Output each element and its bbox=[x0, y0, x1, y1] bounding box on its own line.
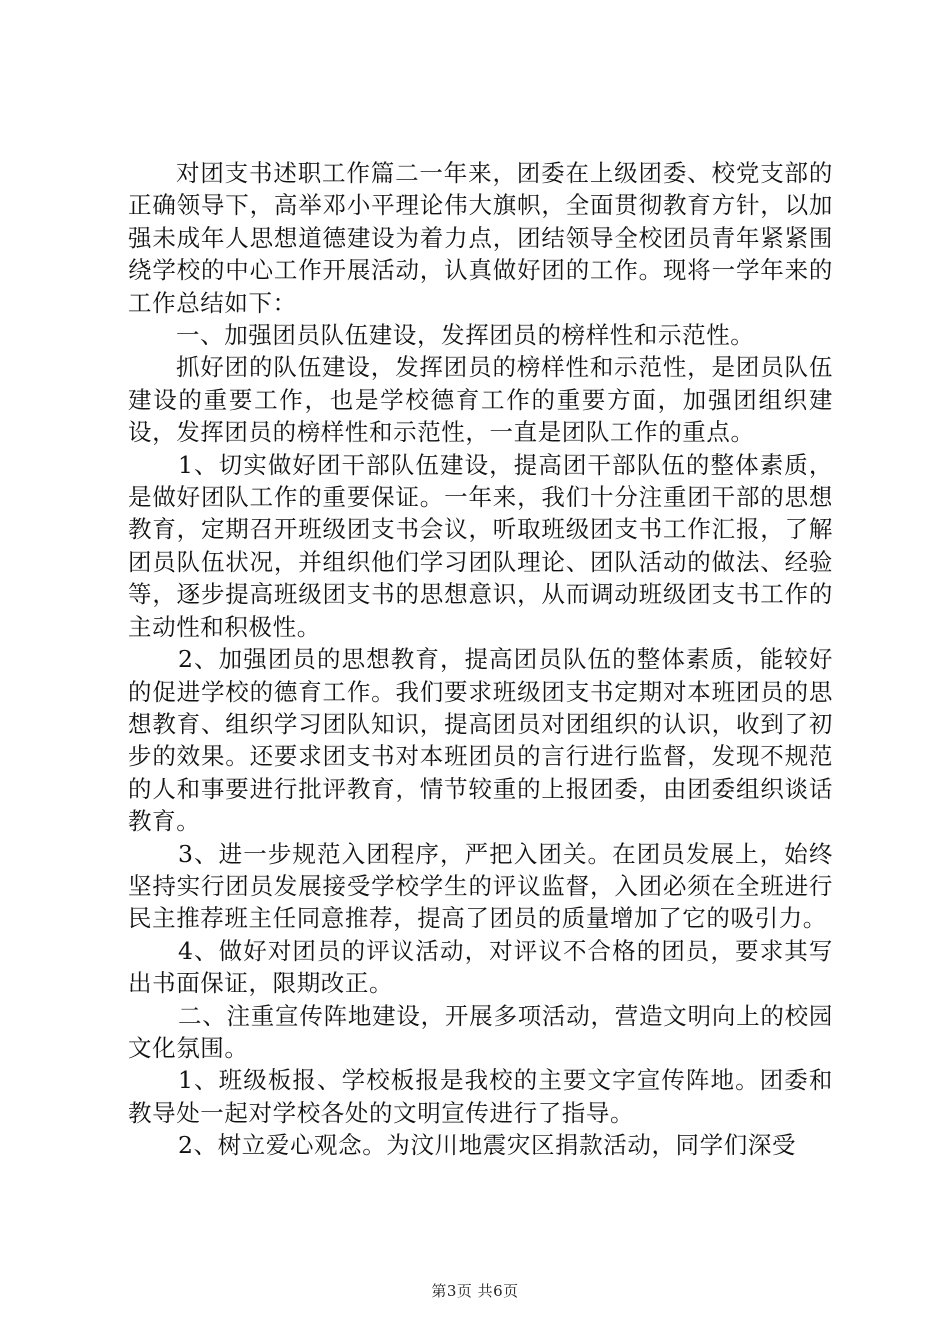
heading-section-two: 二、注重宣传阵地建设，开展多项活动，营造文明向上的校园文化氛围。 bbox=[128, 1001, 833, 1062]
paragraph-item-4: 4、做好对团员的评议活动，对评议不合格的团员，要求其写出书面保证，限期改正。 bbox=[128, 936, 833, 998]
document-body bbox=[128, 157, 833, 1162]
heading-section-one: 一、加强团员队伍建设，发挥团员的榜样性和示范性。 bbox=[176, 321, 755, 350]
paragraph-item-3: 3、进一步规范入团程序，严把入团关。在团员发展上，始终坚持实行团员发展接受学校学生的评议监督，入团必须在全班进行民主推荐班主任同意推荐，提高了团员的质量增加了它的吸引力。 bbox=[128, 839, 833, 933]
paragraph-intro: 对团支书述职工作篇二一年来，团委在上级团委、校党支部的正确领导下，高举邓小平理论伟大旗帜，全面贯彻教育方针，以加强未成年人思想道德建设为着力点，团结领导全校团员青年紧紧围绕学校的中心工作开展活动，认真做好团的工作。现将一学年来的工作总结如下： bbox=[128, 159, 833, 317]
paragraph-section-two-item-2: 2、树立爱心观念。为汶川地震灾区捐款活动，同学们深受 bbox=[178, 1131, 797, 1160]
paragraph-section-two-item-1: 1、班级板报、学校板报是我校的主要文字宣传阵地。团委和教导处一起对学校各处的文明宣传进行了指导。 bbox=[128, 1066, 833, 1127]
page-footer: 第3页 共6页 bbox=[431, 1282, 519, 1300]
paragraph-item-2: 2、加强团员的思想教育，提高团员队伍的整体素质，能较好的促进学校的德育工作。我们要求班级团支书定期对本班团员的思想教育、组织学习团队知识，提高团员对团组织的认识，收到了初步的效果。还要求团支书对本班团员的言行进行监督，发现不规范的人和事要进行批评教育，情节较重的上报团委，由团委组织谈话教育。 bbox=[128, 645, 833, 836]
paragraph-section-one: 抓好团的队伍建设，发挥团员的榜样性和示范性，是团员队伍建设的重要工作，也是学校德育工作的重要方面，加强团组织建设，发挥团员的榜样性和示范性，一直是团队工作的重点。 bbox=[128, 353, 833, 447]
paragraph-item-1: 1、切实做好团干部队伍建设，提高团干部队伍的整体素质，是做好团队工作的重要保证。一年来，我们十分注重团干部的思想教育，定期召开班级团支书会议，听取班级团支书工作汇报，了解团员队伍状况，并组织他们学习团队理论、团队活动的做法、经验等，逐步提高班级团支书的思想意识，从而调动班级团支书工作的主动性和积极性。 bbox=[128, 450, 833, 641]
